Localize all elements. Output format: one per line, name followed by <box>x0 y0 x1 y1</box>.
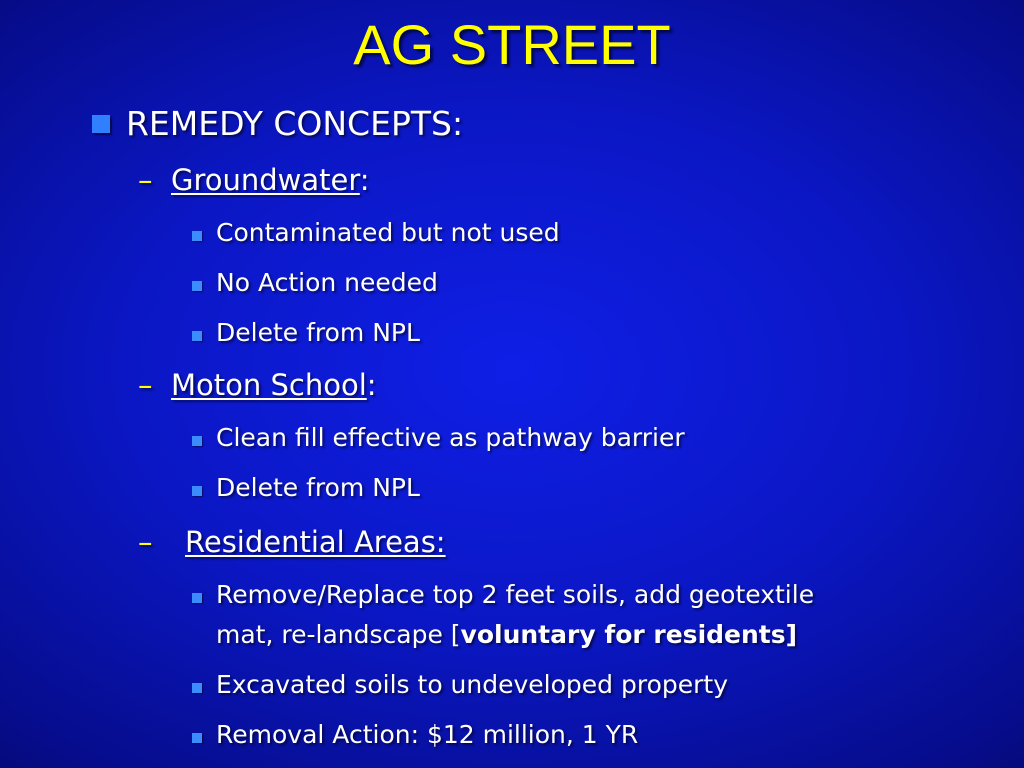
section-suffix: : <box>366 368 377 402</box>
square-bullet-icon <box>92 115 110 133</box>
small-square-bullet-icon <box>192 436 202 446</box>
dash-icon: – <box>138 163 153 197</box>
section-residential-areas <box>185 524 446 560</box>
list-item-continuation <box>216 618 797 652</box>
list-item-emphasis: voluntary for residents] <box>460 620 798 649</box>
list-item: Remove/Replace top 2 feet soils, add geotextile <box>216 580 815 609</box>
section-groundwater <box>171 162 370 198</box>
section-suffix: : <box>359 163 370 197</box>
dash-icon: – <box>138 368 153 402</box>
list-item: Delete from NPL <box>216 318 420 347</box>
list-item: Excavated soils to undeveloped property <box>216 670 728 699</box>
small-square-bullet-icon <box>192 231 202 241</box>
section-name-moton-school: Moton School <box>171 368 367 402</box>
dash-icon: – <box>138 525 153 559</box>
list-item: Removal Action: $12 million, 1 YR <box>216 720 639 749</box>
small-square-bullet-icon <box>192 331 202 341</box>
small-square-bullet-icon <box>192 683 202 693</box>
remedy-concepts-heading: REMEDY CONCEPTS: <box>126 104 464 143</box>
section-moton-school <box>171 367 377 403</box>
list-item: Contaminated but not used <box>216 218 560 247</box>
list-item: No Action needed <box>216 268 438 297</box>
list-item-text: mat, re-landscape [ <box>216 620 461 649</box>
small-square-bullet-icon <box>192 486 202 496</box>
section-name-residential-areas: Residential Areas: <box>185 525 446 559</box>
list-item: Delete from NPL <box>216 473 420 502</box>
small-square-bullet-icon <box>192 281 202 291</box>
list-item: Clean fill effective as pathway barrier <box>216 423 685 452</box>
slide-title: AG STREET <box>353 13 671 76</box>
section-name-groundwater: Groundwater <box>171 163 360 197</box>
small-square-bullet-icon <box>192 733 202 743</box>
small-square-bullet-icon <box>192 593 202 603</box>
